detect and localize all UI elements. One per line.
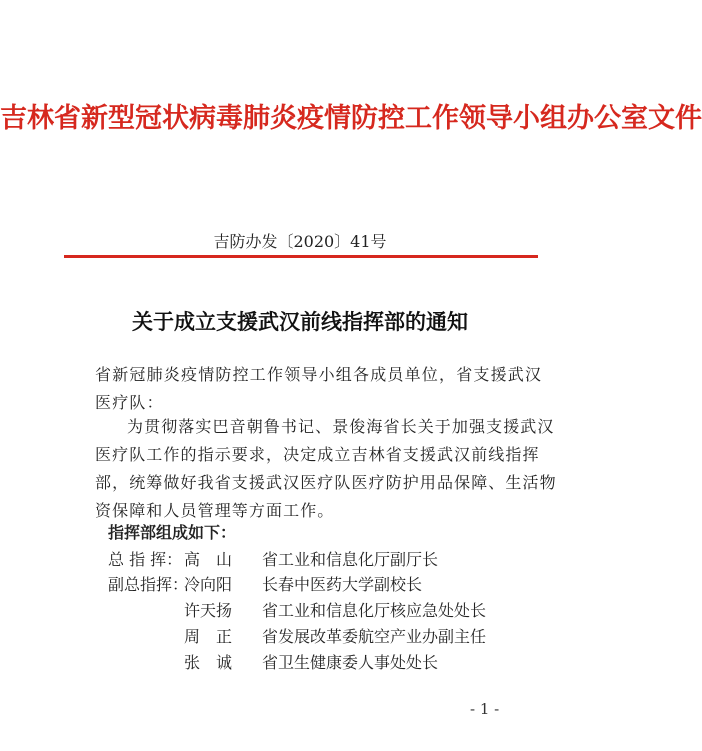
- recipient-line: 省新冠肺炎疫情防控工作领导小组各成员单位，省支援武汉医疗队：: [95, 365, 543, 412]
- member-name: 许天扬: [184, 601, 233, 620]
- body-paragraph: 为贯彻落实巴音朝鲁书记、景俊海省长关于加强支援武汉医疗队工作的指示要求，决定成立吉林省支援武汉前线指挥部，统筹做好我省支援武汉医疗队医疗防护用品保障、生活物资保障和人员管理等方面工作。: [95, 417, 557, 520]
- member-name: 冷向阳: [184, 575, 233, 594]
- member-title: 省发展改革委航空产业办副主任: [262, 627, 487, 646]
- member-row: [0, 572, 600, 600]
- member-title: 省工业和信息化厅核应急处处长: [262, 601, 487, 620]
- member-row: [0, 650, 600, 678]
- notice-title: 关于成立支援武汉前线指挥部的通知: [132, 309, 468, 334]
- member-role: 副总指挥：: [108, 575, 189, 594]
- member-name: 张 诚: [184, 653, 233, 672]
- member-name: 高 山: [184, 550, 233, 569]
- issuing-office-title: 吉林省新型冠状病毒肺炎疫情防控工作领导小组办公室文件: [0, 103, 702, 134]
- member-title: 长春中医药大学副校长: [262, 575, 423, 594]
- member-row: [0, 598, 600, 626]
- red-header-rule: [64, 255, 538, 258]
- member-row: [0, 624, 600, 652]
- member-role: 总 指 挥：: [108, 550, 183, 569]
- page-number: - 1 -: [470, 700, 500, 718]
- member-title: 省卫生健康委人事处处长: [262, 653, 439, 672]
- composition-heading: 指挥部组成如下：: [108, 523, 237, 542]
- member-title: 省工业和信息化厅副厅长: [262, 550, 439, 569]
- member-row: [0, 547, 600, 575]
- document-number: 吉防办发〔2020〕41号: [213, 232, 387, 251]
- member-name: 周 正: [184, 627, 233, 646]
